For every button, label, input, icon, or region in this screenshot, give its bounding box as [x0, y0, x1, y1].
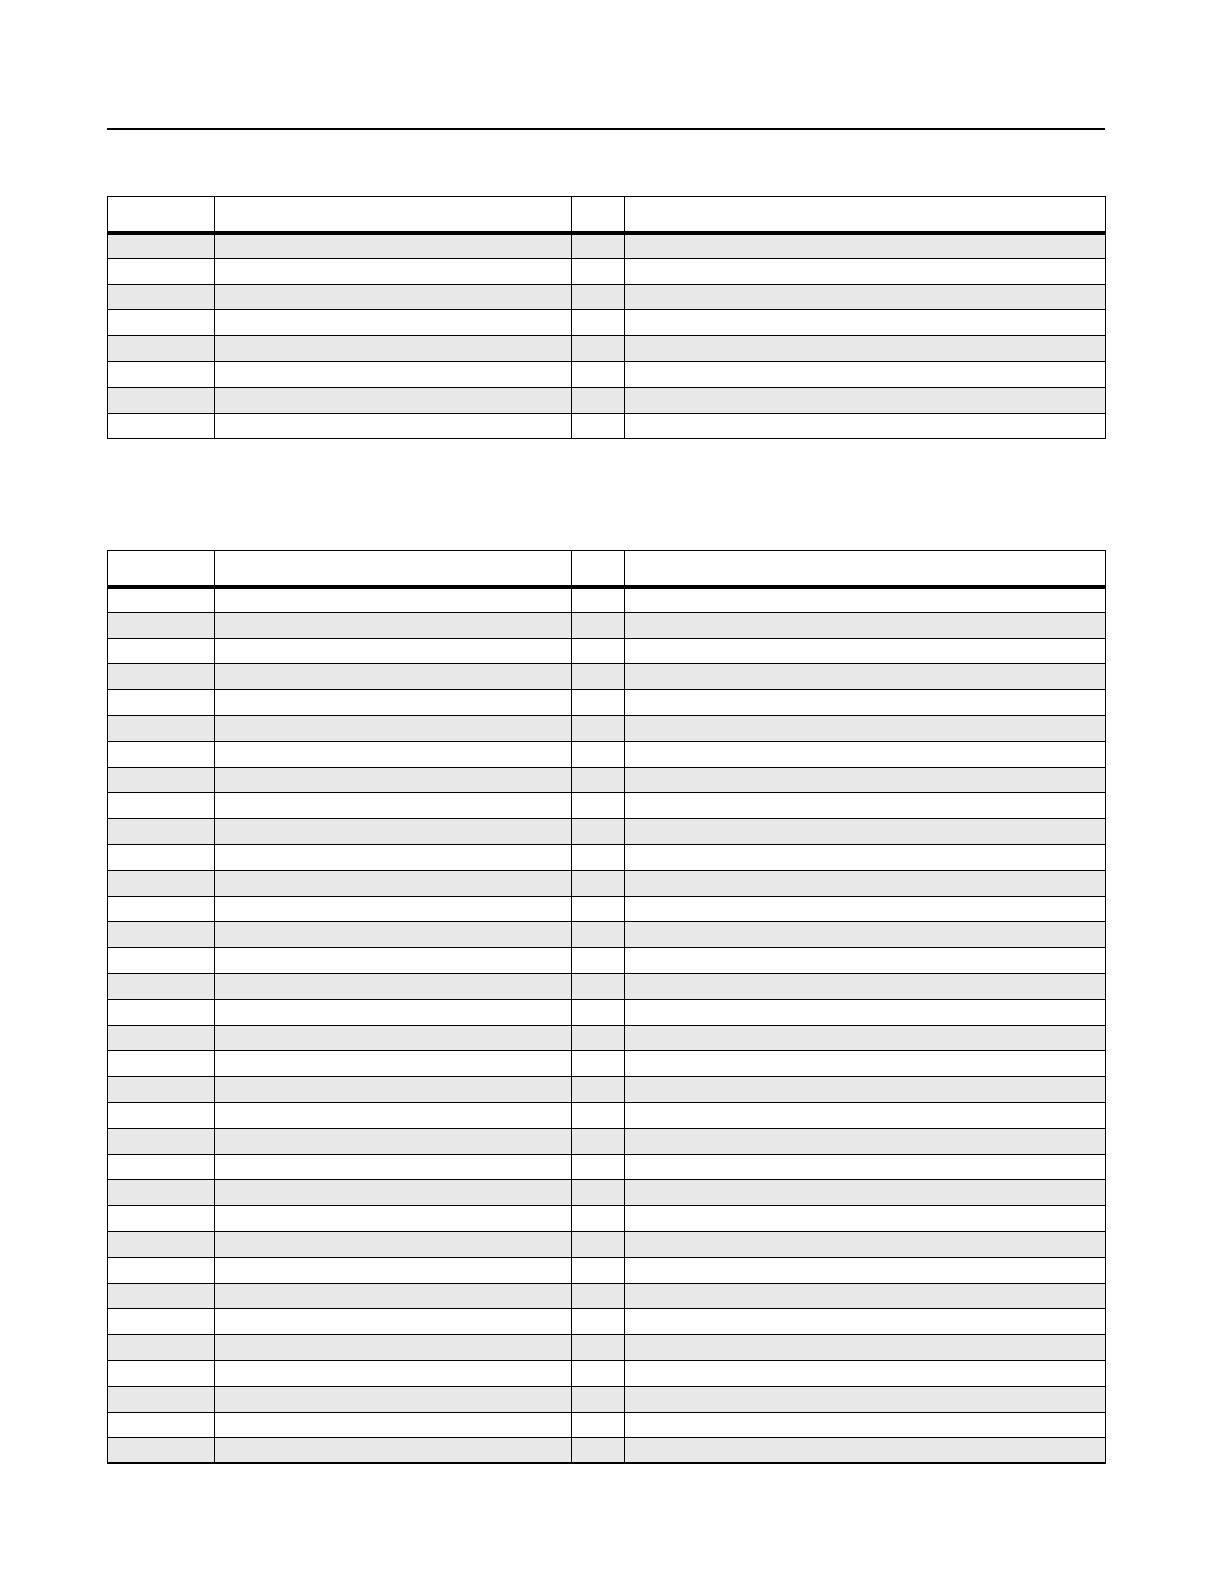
- table-cell: [572, 1051, 625, 1077]
- table-cell: [625, 233, 1106, 259]
- table-row: [108, 1180, 1106, 1206]
- table-cell: [625, 896, 1106, 922]
- table-cell: [215, 1257, 572, 1283]
- table-cell: [108, 284, 215, 310]
- table-cell: [625, 1335, 1106, 1361]
- table-cell: [572, 361, 625, 387]
- table-cell: [108, 1309, 215, 1335]
- table-cell: [108, 896, 215, 922]
- table-header-row: [108, 197, 1106, 233]
- table-cell: [572, 336, 625, 362]
- table-cell: [625, 1309, 1106, 1335]
- table-cell: [572, 284, 625, 310]
- table-cell: [572, 1438, 625, 1464]
- table-cell: [625, 1102, 1106, 1128]
- table-cell: [108, 310, 215, 336]
- table-cell: [625, 819, 1106, 845]
- table-cell: [108, 1283, 215, 1309]
- column-header: [215, 551, 572, 587]
- table-cell: [215, 1206, 572, 1232]
- table-cell: [108, 690, 215, 716]
- table-cell: [215, 1412, 572, 1438]
- table-cell: [215, 896, 572, 922]
- table-cell: [625, 1257, 1106, 1283]
- table-row: [108, 1077, 1106, 1103]
- table-row: [108, 1128, 1106, 1154]
- table-row: [108, 233, 1106, 259]
- table-cell: [572, 844, 625, 870]
- column-header: [215, 197, 572, 233]
- table-row: [108, 310, 1106, 336]
- table-row: [108, 973, 1106, 999]
- table-cell: [625, 1025, 1106, 1051]
- table-cell: [108, 948, 215, 974]
- table-cell: [625, 638, 1106, 664]
- table-cell: [215, 1360, 572, 1386]
- table-row: [108, 1154, 1106, 1180]
- table-cell: [215, 922, 572, 948]
- table-cell: [108, 973, 215, 999]
- table-cell: [625, 1206, 1106, 1232]
- table-cell: [215, 844, 572, 870]
- table-cell: [215, 1077, 572, 1103]
- table-cell: [625, 793, 1106, 819]
- table-cell: [625, 767, 1106, 793]
- table-row: [108, 870, 1106, 896]
- table-row: [108, 612, 1106, 638]
- table-cell: [108, 767, 215, 793]
- column-header: [625, 551, 1106, 587]
- table-row: [108, 1360, 1106, 1386]
- table-row: [108, 767, 1106, 793]
- table-cell: [572, 387, 625, 413]
- table-cell: [108, 844, 215, 870]
- table-cell: [625, 870, 1106, 896]
- table-row: [108, 896, 1106, 922]
- table-cell: [215, 690, 572, 716]
- table-cell: [572, 1257, 625, 1283]
- table-1: [107, 196, 1106, 439]
- table-cell: [572, 638, 625, 664]
- table-cell: [572, 999, 625, 1025]
- table-cell: [215, 870, 572, 896]
- column-header: [108, 551, 215, 587]
- column-header: [625, 197, 1106, 233]
- table-body: [108, 587, 1106, 1464]
- table-header-row: [108, 551, 1106, 587]
- table-cell: [572, 1309, 625, 1335]
- table-cell: [215, 1386, 572, 1412]
- table-cell: [625, 1412, 1106, 1438]
- table-cell: [572, 1102, 625, 1128]
- table-cell: [108, 1206, 215, 1232]
- table-cell: [215, 1283, 572, 1309]
- table-cell: [215, 999, 572, 1025]
- table-cell: [215, 767, 572, 793]
- table-cell: [572, 413, 625, 439]
- table-cell: [215, 413, 572, 439]
- table-cell: [108, 715, 215, 741]
- table-cell: [625, 1386, 1106, 1412]
- table-cell: [572, 1386, 625, 1412]
- table-cell: [572, 612, 625, 638]
- table-cell: [572, 1283, 625, 1309]
- table-cell: [108, 1077, 215, 1103]
- table-row: [108, 715, 1106, 741]
- table-cell: [108, 1025, 215, 1051]
- table-cell: [625, 361, 1106, 387]
- table-row: [108, 948, 1106, 974]
- table-cell: [108, 922, 215, 948]
- table-row: [108, 1412, 1106, 1438]
- table-cell: [108, 1360, 215, 1386]
- table-row: [108, 999, 1106, 1025]
- table-cell: [108, 387, 215, 413]
- table-cell: [215, 587, 572, 613]
- table-cell: [215, 1128, 572, 1154]
- table-cell: [572, 1335, 625, 1361]
- table-row: [108, 587, 1106, 613]
- table-row: [108, 1025, 1106, 1051]
- table-cell: [625, 310, 1106, 336]
- table-row: [108, 1231, 1106, 1257]
- table-cell: [108, 413, 215, 439]
- table-cell: [108, 258, 215, 284]
- table-row: [108, 1206, 1106, 1232]
- table-cell: [108, 336, 215, 362]
- table-cell: [215, 793, 572, 819]
- table-cell: [108, 819, 215, 845]
- table-cell: [625, 973, 1106, 999]
- table-row: [108, 1283, 1106, 1309]
- table-row: [108, 336, 1106, 362]
- table-cell: [572, 690, 625, 716]
- table-cell: [108, 361, 215, 387]
- table-row: [108, 413, 1106, 439]
- table-cell: [215, 948, 572, 974]
- table-cell: [108, 1412, 215, 1438]
- table-row: [108, 741, 1106, 767]
- table-row: [108, 819, 1106, 845]
- table-cell: [215, 1180, 572, 1206]
- table-cell: [215, 664, 572, 690]
- table-cell: [625, 664, 1106, 690]
- table-cell: [572, 1077, 625, 1103]
- table-cell: [108, 870, 215, 896]
- table-cell: [215, 1025, 572, 1051]
- table-cell: [572, 1128, 625, 1154]
- table-cell: [625, 1128, 1106, 1154]
- table-cell: [108, 1051, 215, 1077]
- table-cell: [108, 1335, 215, 1361]
- table-cell: [215, 715, 572, 741]
- table-row: [108, 664, 1106, 690]
- table-cell: [108, 1438, 215, 1464]
- table-row: [108, 1386, 1106, 1412]
- table-cell: [625, 844, 1106, 870]
- table-row: [108, 1257, 1106, 1283]
- table-cell: [625, 587, 1106, 613]
- table-cell: [625, 690, 1106, 716]
- table-cell: [215, 336, 572, 362]
- table-cell: [625, 715, 1106, 741]
- table-row: [108, 1051, 1106, 1077]
- table-cell: [572, 1360, 625, 1386]
- table-cell: [215, 284, 572, 310]
- table-row: [108, 361, 1106, 387]
- table-cell: [108, 741, 215, 767]
- table-cell: [108, 1128, 215, 1154]
- table-2: [107, 550, 1106, 1464]
- table-cell: [625, 948, 1106, 974]
- table-row: [108, 1102, 1106, 1128]
- table-cell: [572, 664, 625, 690]
- table-cell: [215, 310, 572, 336]
- table-cell: [215, 258, 572, 284]
- table-cell: [215, 1309, 572, 1335]
- table-cell: [108, 233, 215, 259]
- table-cell: [215, 233, 572, 259]
- table-cell: [625, 741, 1106, 767]
- table-cell: [108, 1154, 215, 1180]
- table-cell: [108, 638, 215, 664]
- table-row: [108, 922, 1106, 948]
- table-cell: [215, 1051, 572, 1077]
- table-cell: [625, 1231, 1106, 1257]
- column-header: [572, 551, 625, 587]
- table-cell: [625, 922, 1106, 948]
- table-cell: [215, 741, 572, 767]
- table-cell: [572, 258, 625, 284]
- table-cell: [108, 1257, 215, 1283]
- table-cell: [108, 664, 215, 690]
- table-cell: [625, 387, 1106, 413]
- table-cell: [572, 973, 625, 999]
- table-cell: [572, 587, 625, 613]
- table-cell: [625, 1051, 1106, 1077]
- table-cell: [625, 999, 1106, 1025]
- table-cell: [215, 387, 572, 413]
- table-cell: [572, 1154, 625, 1180]
- table-row: [108, 1438, 1106, 1464]
- table-cell: [108, 1180, 215, 1206]
- table-cell: [572, 793, 625, 819]
- table-cell: [572, 922, 625, 948]
- table-cell: [572, 310, 625, 336]
- table-cell: [625, 284, 1106, 310]
- table-row: [108, 387, 1106, 413]
- table-cell: [572, 819, 625, 845]
- table-cell: [625, 336, 1106, 362]
- table-cell: [572, 1025, 625, 1051]
- table-cell: [572, 767, 625, 793]
- table-cell: [572, 1231, 625, 1257]
- table-row: [108, 1335, 1106, 1361]
- table-cell: [572, 715, 625, 741]
- table-cell: [625, 1077, 1106, 1103]
- table-cell: [572, 741, 625, 767]
- column-header: [108, 197, 215, 233]
- table-cell: [572, 1412, 625, 1438]
- table-cell: [625, 1180, 1106, 1206]
- table-cell: [108, 1386, 215, 1412]
- table-cell: [625, 1438, 1106, 1464]
- column-header: [572, 197, 625, 233]
- table-cell: [215, 1335, 572, 1361]
- footer-rule: [107, 1462, 1105, 1464]
- table-cell: [572, 1180, 625, 1206]
- table-cell: [572, 870, 625, 896]
- table-cell: [108, 612, 215, 638]
- table-cell: [215, 1102, 572, 1128]
- table-row: [108, 690, 1106, 716]
- table-cell: [572, 1206, 625, 1232]
- table-cell: [108, 793, 215, 819]
- table-cell: [215, 819, 572, 845]
- table-cell: [572, 948, 625, 974]
- table-row: [108, 844, 1106, 870]
- table-cell: [625, 1360, 1106, 1386]
- table-row: [108, 638, 1106, 664]
- table-cell: [625, 413, 1106, 439]
- table-row: [108, 793, 1106, 819]
- table-row: [108, 284, 1106, 310]
- table-cell: [625, 258, 1106, 284]
- table-cell: [625, 1154, 1106, 1180]
- table-cell: [215, 1231, 572, 1257]
- table-cell: [625, 612, 1106, 638]
- header-rule: [107, 128, 1105, 130]
- table-row: [108, 258, 1106, 284]
- table-cell: [108, 1102, 215, 1128]
- table-cell: [215, 1438, 572, 1464]
- table-cell: [572, 896, 625, 922]
- table-cell: [108, 999, 215, 1025]
- table-cell: [215, 1154, 572, 1180]
- table-cell: [625, 1283, 1106, 1309]
- table-cell: [215, 361, 572, 387]
- table-cell: [215, 973, 572, 999]
- table-cell: [108, 1231, 215, 1257]
- table-cell: [108, 587, 215, 613]
- table-row: [108, 1309, 1106, 1335]
- table-cell: [215, 612, 572, 638]
- table-body: [108, 233, 1106, 439]
- table-cell: [572, 233, 625, 259]
- table-cell: [215, 638, 572, 664]
